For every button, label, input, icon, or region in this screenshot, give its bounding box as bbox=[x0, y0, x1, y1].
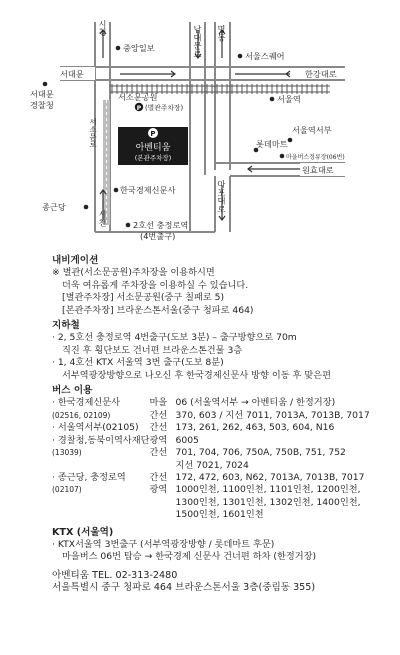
bus-routes: 172, 472, 603, N62, 7013A, 7013B, 7017 bbox=[175, 471, 365, 483]
bus-stop-name: · 한국경제신문사 bbox=[52, 397, 120, 409]
bus-row bbox=[52, 435, 370, 447]
directions-line: [본관주차장] 브라운스톤서울(중구 청파로 464) bbox=[62, 304, 254, 316]
lottemart-label: 롯데마트 bbox=[256, 139, 288, 149]
bus-row bbox=[52, 410, 370, 422]
jonggeundang-label: 종근당 bbox=[42, 202, 66, 212]
bus-stop-name: · 경찰청,동북이역사재단 bbox=[52, 434, 150, 446]
mapo-daero-label: 마포대로 bbox=[217, 180, 227, 213]
bus-row bbox=[52, 472, 370, 484]
bus-stop-name bbox=[52, 509, 150, 521]
korea-economic-label: 한국경제신문사 bbox=[120, 185, 176, 195]
bus-routes: 1500인천, 1601인천 bbox=[175, 509, 264, 521]
bus-row bbox=[52, 447, 370, 459]
bus-row bbox=[52, 509, 370, 521]
subway-line: 직진 후 횡단보도 건너편 브라운스톤건물 3층 bbox=[62, 344, 243, 356]
bus-type: 간선 bbox=[149, 422, 168, 434]
exit-label-line2: (4번출구) bbox=[140, 231, 176, 241]
subway-line: 서부역광장방향으로 나오신 후 한국경제신문사 방향 이동 후 맞은편 bbox=[62, 369, 331, 381]
bus-routes: 1000인천, 1100인천, 1101인천, 1200인천, bbox=[175, 484, 361, 496]
directions-title: 내비게이션 bbox=[52, 255, 99, 266]
svg-text:P: P bbox=[136, 105, 142, 112]
bus-stop-name: · 서울역서부(02105) bbox=[52, 422, 139, 434]
bus-stop-name: · 종근당, 충정로역 bbox=[52, 471, 126, 483]
bus-stop-name bbox=[52, 460, 150, 472]
seodaemun-police-label: 서대문 bbox=[30, 89, 54, 99]
seosomun-park-label: 서소문공원 bbox=[118, 92, 158, 102]
bus-routes: 지선 7021, 7024 bbox=[175, 459, 249, 471]
bus-routes: 173, 261, 262, 463, 503, 604, N16 bbox=[175, 422, 335, 434]
directions-line: ※ 별관(서소문공원)주차장을 이용하시면 bbox=[52, 267, 215, 279]
bus-stop-label: 마을버스정류장(06번) bbox=[286, 154, 345, 161]
bus-type: 광역 bbox=[149, 484, 168, 496]
bus-stop-name: (02107) bbox=[52, 485, 82, 495]
location-map bbox=[0, 0, 400, 250]
bus-stop-name bbox=[52, 497, 150, 509]
ktx-line: · KTX서울역 3번출구 (서부역광장방향 / 롯데마트 후문) bbox=[52, 538, 275, 550]
bus-type: 마을 bbox=[149, 397, 168, 409]
seodaemun-label: 서대문 bbox=[60, 69, 84, 79]
myeongdong-label: 명동 bbox=[217, 25, 227, 42]
ktx-line: 마을버스 06번 탑승 → 한국경제 신문사 건너편 하차 (한정거장) bbox=[62, 551, 317, 563]
seosomun-ro-label: 서소문로 bbox=[88, 118, 98, 148]
directions-line: [별관주차장] 서소문공원(중구 칠패로 5) bbox=[62, 292, 225, 304]
subway-title: 지하철 bbox=[52, 320, 80, 332]
bus-row bbox=[52, 397, 370, 409]
address-text: 서울특별시 중구 청파로 464 브라운스톤서울 3층(중림동 355) bbox=[52, 582, 316, 594]
bus-routes: 6005 bbox=[175, 434, 199, 446]
bus-stop-name: (02516, 02109) bbox=[52, 410, 111, 420]
avantium-sub-label: (본관주차장) bbox=[134, 154, 172, 162]
bus-type: 간선 bbox=[149, 471, 168, 483]
bus-row bbox=[52, 497, 370, 509]
bus-routes: 06 (서울역서부 → 아벤티움 / 한정거장) bbox=[175, 397, 336, 409]
bus-type: 간선 bbox=[149, 447, 168, 459]
ktx-title: KTX (서울역) bbox=[52, 526, 114, 538]
bus-type bbox=[150, 497, 176, 509]
exit-label-line1: 2호선 충정로역 bbox=[133, 220, 189, 230]
svg-text:경찰청: 경찰청 bbox=[30, 100, 54, 110]
wonhyo-daero-label: 원효대로 bbox=[302, 165, 334, 175]
seoul-station-west-label: 서울역서부 bbox=[292, 125, 332, 135]
bus-type bbox=[150, 509, 176, 521]
sicheong-label: 시청 bbox=[98, 19, 108, 37]
bus-row bbox=[52, 460, 370, 472]
annex-parking-label: (별관주차장) bbox=[145, 104, 184, 112]
bus-type bbox=[150, 460, 176, 472]
jungang-ilbo-label: 중앙일보 bbox=[123, 43, 155, 53]
info-panel bbox=[52, 252, 392, 595]
bus-row bbox=[52, 484, 370, 496]
sicheon-label: 시천 bbox=[98, 210, 108, 227]
seoul-square-label: 서울스퀘어 bbox=[245, 51, 285, 61]
bus-row bbox=[52, 422, 370, 434]
bus-routes: 701, 704, 706, 750A, 750B, 751, 752 bbox=[175, 447, 346, 459]
bus-stop-name: (13039) bbox=[52, 448, 82, 458]
subway-line: · 2, 5호선 충정로역 4번출구(도보 3분) – 출구방향으로 70m bbox=[52, 332, 297, 344]
hangang-daero-label: 한강대로 bbox=[305, 69, 337, 79]
bus-table bbox=[52, 397, 370, 521]
namdaemun-ro-label: 남대문로 bbox=[193, 25, 203, 58]
bus-routes: 1300인천, 1301인천, 1302인천, 1400인천, bbox=[175, 496, 361, 508]
seoul-station-label: 서울역 bbox=[277, 94, 301, 104]
bus-title: 버스 이용 bbox=[52, 385, 93, 397]
directions-line: 더욱 여유롭게 주차장을 이용하실 수 있습니다. bbox=[62, 279, 249, 291]
bus-type: 광역 bbox=[149, 434, 168, 446]
avantium-label: 아벤티움 bbox=[135, 143, 171, 153]
bus-routes: 370, 603 / 지선 7011, 7013A, 7013B, 7017 bbox=[175, 409, 370, 421]
bus-type: 간선 bbox=[149, 409, 168, 421]
subway-line: · 1, 4호선 KTX 서울역 3번 출구(도보 8분) bbox=[52, 357, 224, 369]
parking-mark: P bbox=[150, 130, 156, 138]
tel-text: 아벤티움 TEL. 02-313-2480 bbox=[52, 569, 178, 581]
